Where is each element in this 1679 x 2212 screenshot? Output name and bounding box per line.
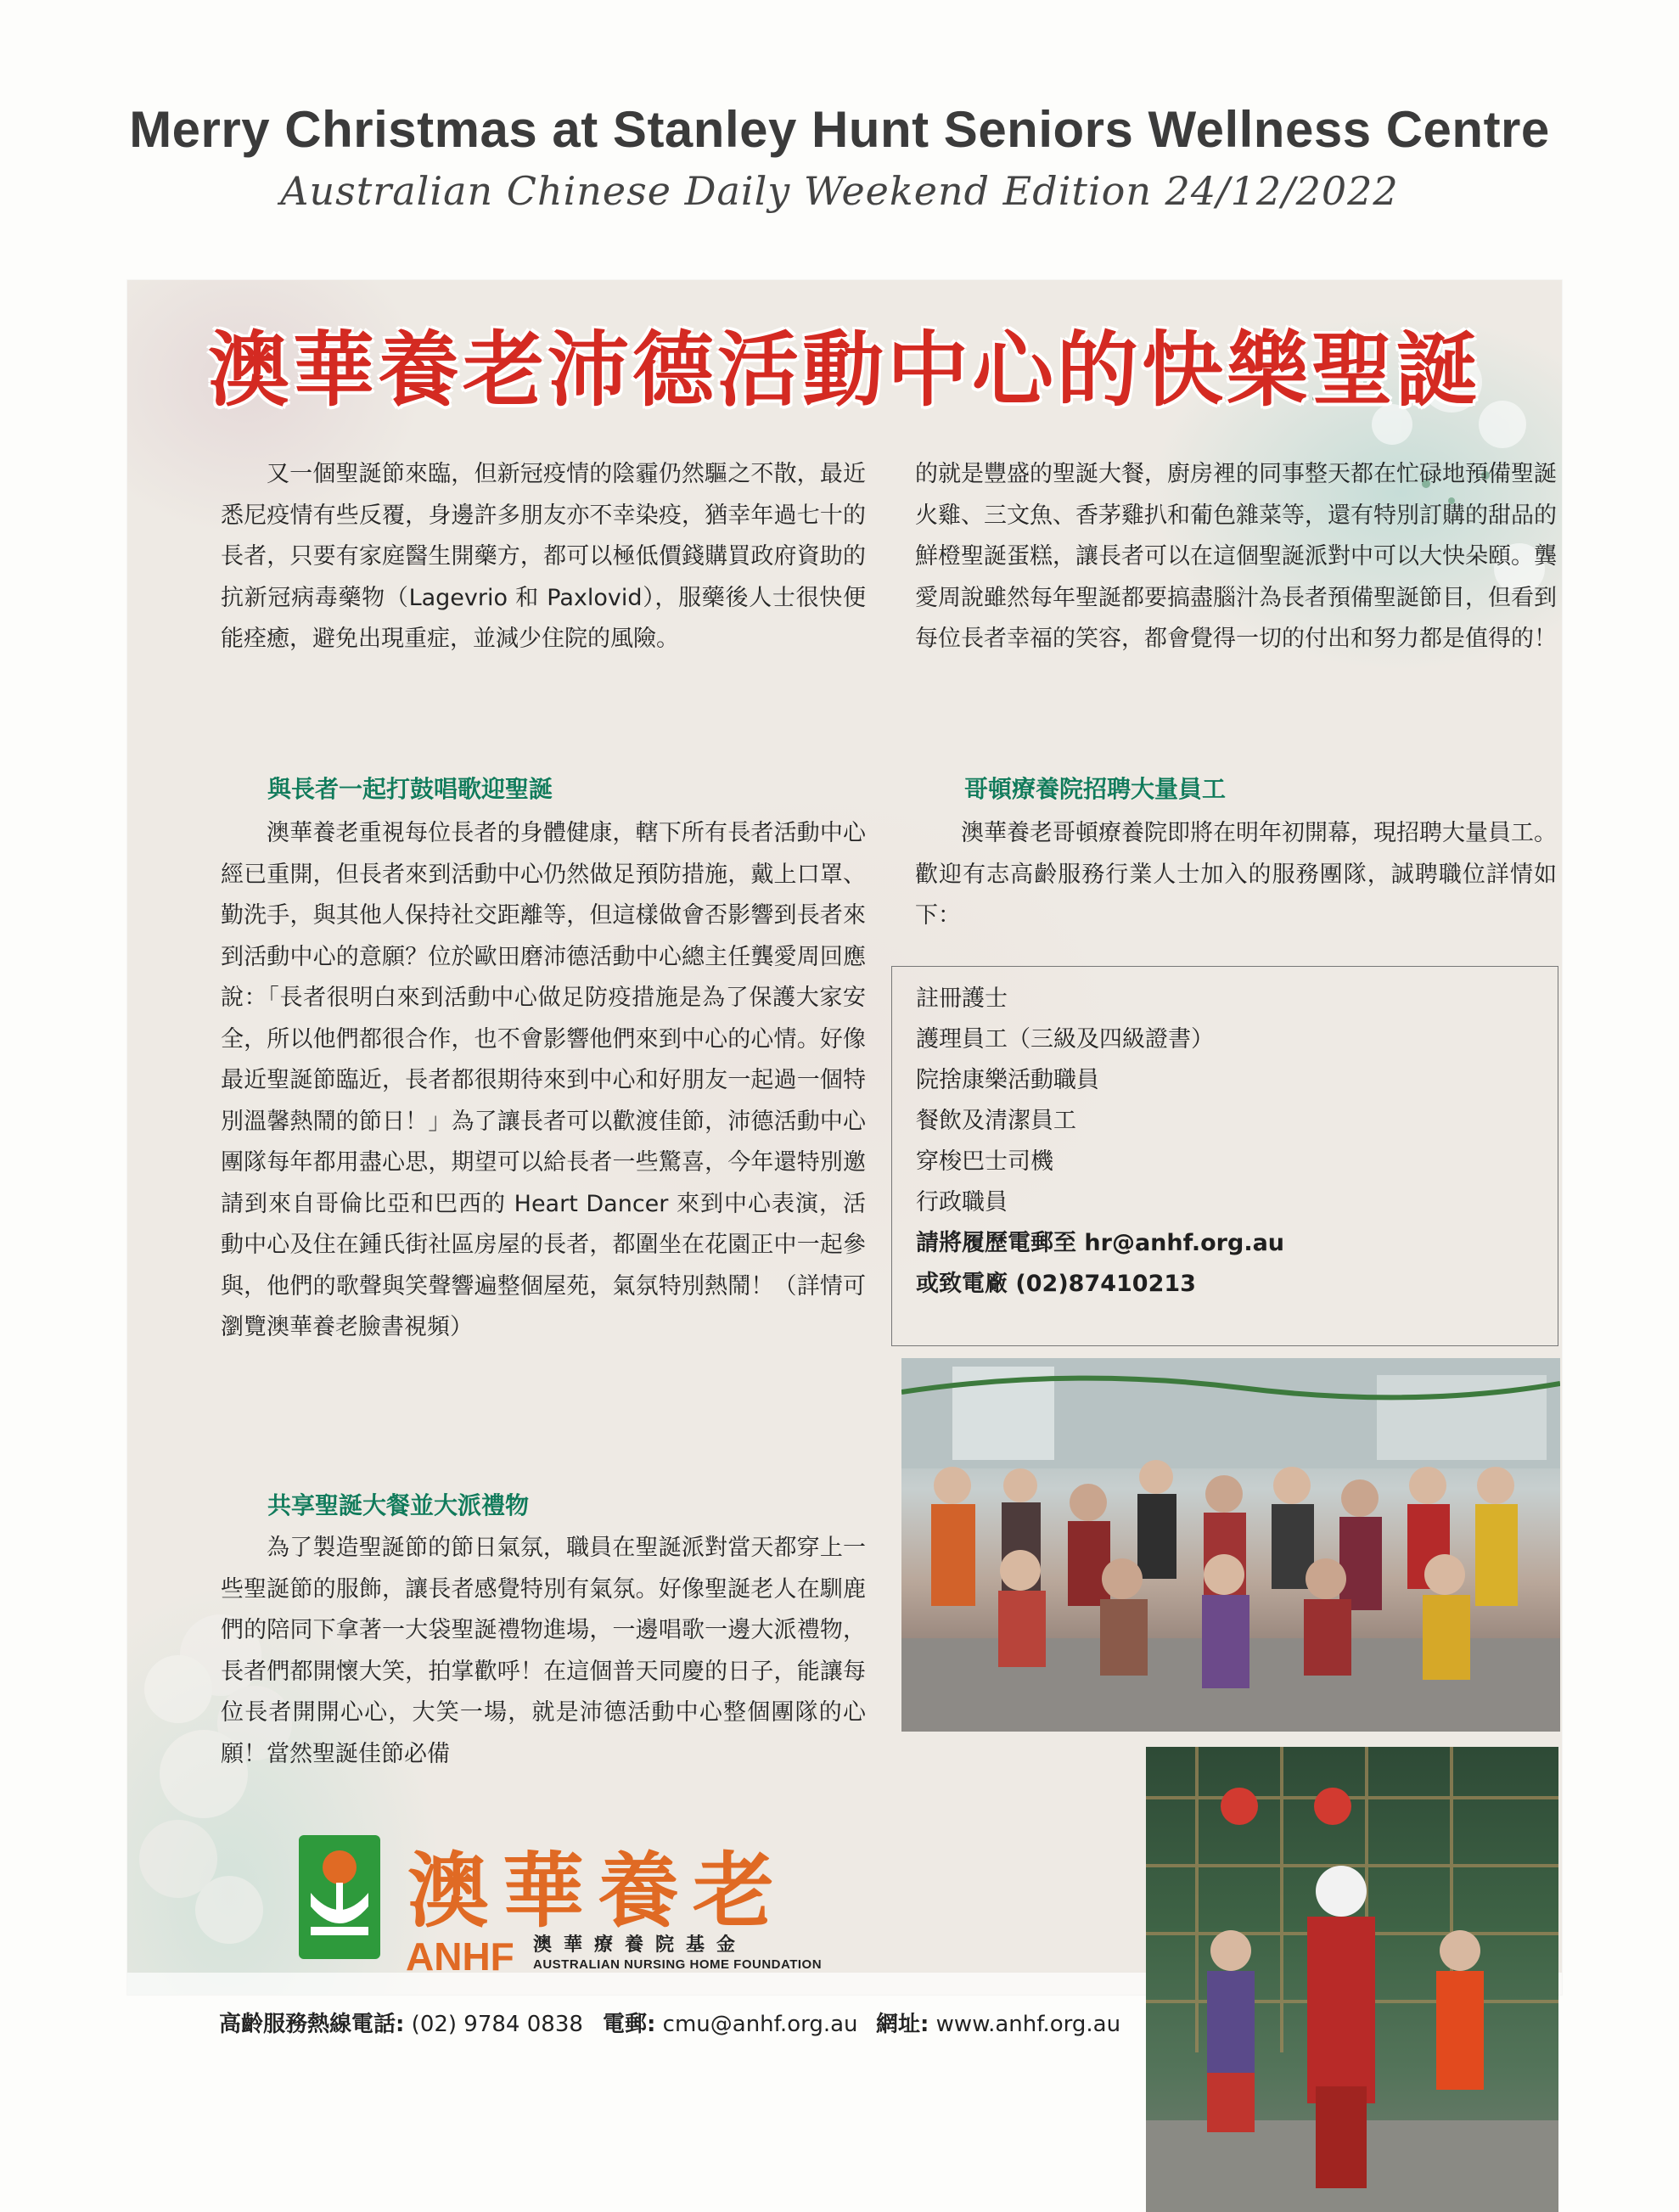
group-photo — [901, 1358, 1560, 1732]
section1-paragraph: 澳華養老重視每位長者的身體健康，轄下所有長者活動中心經已重開，但長者來到活動中心仍然做足預防措施，戴上口罩、勤洗手，與其他人保持社交距離等，但這樣做會否影響到長者來到活動中心的意願？位於歐田磨沛德活動中心總主任龔愛周回應說：「長者很明白來到活動中心做足防疫措施是為了保護大家安全，所以他們都很合作，也不會影響他們來到中心的心情。好像最近聖誕節臨近，長者都很期待來到中心和好朋友一起過一個特別溫馨熱鬧的節日！」為了讓長者可以歡渡佳節，沛德活動中心團隊每年都用盡心思，期望可以給長者一些驚喜，今年還特別邀請到來自哥倫比亞和巴西的 Heart Dancer 來到中心表演，活動中心及住在鍾氏街社區房屋的長者，都圍坐在花園正中一起參與，他們的歌聲與笑聲響遍整個屋苑，氣氛特別熱鬧！（詳情可瀏覽澳華養老臉書視頻） — [221, 820, 866, 1340]
section2-paragraph: 為了製造聖誕節的節日氣氛，職員在聖誕派對當天都穿上一些聖誕節的服飾，讓長者感覺特別有氣氛。好像聖誕老人在馴鹿們的陪同下拿著一大袋聖誕禮物進場，一邊唱歌一邊大派禮物，長者們都開懷大笑，拍掌歡呼！在這個普天同慶的日子，能讓每位長者開開心心，大笑一場，就是沛德活動中心整個團隊的心願！當然聖誕佳節必備 — [221, 1535, 866, 1767]
footer-web-address[interactable]: www.anhf.org.au — [935, 2012, 1121, 2037]
hotline-label: 高齡服務熱線電話: — [219, 2012, 405, 2037]
intro-paragraph: 又一個聖誕節來臨，但新冠疫情的陰霾仍然驅之不散，最近悉尼疫情有些反覆，身邊許多朋友亦不幸染疫，猶幸年過七十的長者，只要有家庭醫生開藥方，都可以極低價錢購買政府資助的抗新冠病毒藥物（Lagevrio 和 Paxlovid），服藥後人士很快便能痊癒，避免出現重症，並減少住院的風險。 — [221, 461, 866, 652]
newspaper-clipping — [127, 280, 1562, 2037]
section-body-dinner — [221, 1528, 866, 1775]
job-listing-box — [891, 966, 1558, 1346]
section-heading-recruitment: 哥頓療養院招聘大量員工 — [964, 775, 1227, 803]
page-title: Merry Christmas at Stanley Hunt Seniors Wellness Centre — [129, 101, 1550, 158]
job-position: 院捨康樂活動職員 — [916, 1067, 1099, 1093]
article-headline: 澳華養老沛德活動中心的快樂聖誕 — [208, 323, 1481, 418]
hotline-number: (02) 9784 0838 — [411, 2012, 583, 2037]
section-heading-dinner: 共享聖誕大餐並大派禮物 — [267, 1491, 530, 1519]
footer-website — [876, 2007, 1120, 2038]
footer-email-address[interactable]: cmu@anhf.org.au — [662, 2012, 858, 2037]
apply-email-line — [916, 1223, 1534, 1264]
article-continuation — [915, 454, 1557, 660]
santa-photo — [1146, 1747, 1558, 2212]
section-body-recruitment — [915, 813, 1557, 937]
logo-chinese-name: 澳華養老 — [407, 1843, 788, 1939]
anhf-logo-icon — [297, 1833, 382, 1961]
apply-email[interactable]: hr@anhf.org.au — [1084, 1230, 1285, 1256]
logo-english-full: AUSTRALIAN NURSING HOME FOUNDATION — [533, 1957, 823, 1972]
section-body-drums — [221, 813, 866, 1349]
santa-photo-graphic — [1146, 1747, 1558, 2212]
job-position: 護理員工（三級及四級證書） — [916, 1026, 1214, 1053]
footer-email-label: 電郵: — [603, 2012, 656, 2037]
job-position: 餐飲及清潔員工 — [916, 1108, 1076, 1134]
apply-phone-label: 或致電廠 — [916, 1271, 1008, 1297]
continuation-paragraph: 的就是豐盛的聖誕大餐，廚房裡的同事整天都在忙碌地預備聖誕火雞、三文魚、香茅雞扒和葡色雜菜等，還有特別訂購的甜品的鮮橙聖誕蛋糕，讓長者可以在這個聖誕派對中可以大快朵頤。龔愛周說雖然每年聖誕都要搞盡腦汁為長者預備聖誕節目，但看到每位長者幸福的笑容，都會覺得一切的付出和努力都是值得的！ — [915, 461, 1557, 652]
footer-web-label: 網址: — [876, 2012, 929, 2037]
section-heading-drums: 與長者一起打鼓唱歌迎聖誕 — [267, 775, 553, 803]
apply-phone: (02)87410213 — [1015, 1271, 1196, 1297]
apply-email-label: 請將履歷電郵至 — [916, 1230, 1076, 1256]
article-intro — [221, 454, 866, 660]
group-photo-graphic — [901, 1358, 1560, 1732]
footer-hotline — [219, 2007, 583, 2038]
job-position: 行政職員 — [916, 1189, 1008, 1215]
job-position: 註冊護士 — [916, 985, 1008, 1012]
logo-chinese-full: 澳華療養院基金 — [533, 1934, 748, 1956]
section3-paragraph: 澳華養老哥頓療養院即將在明年初開幕，現招聘大量員工。歡迎有志高齡服務行業人士加入的服務團隊，誠聘職位詳情如下： — [915, 820, 1557, 929]
apply-phone-line — [916, 1264, 1534, 1305]
job-position: 穿梭巴士司機 — [916, 1148, 1053, 1175]
page-subtitle: Australian Chinese Daily Weekend Edition 24/12/2022 — [280, 168, 1399, 214]
logo-acronym: ANHF — [406, 1934, 514, 1979]
footer-email — [603, 2007, 858, 2038]
